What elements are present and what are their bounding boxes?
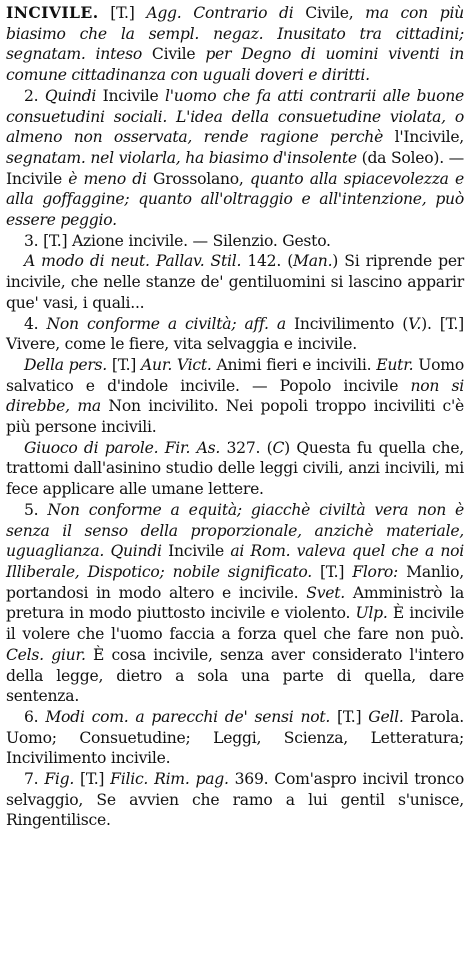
roman-text: Civile, bbox=[293, 4, 366, 22]
entry-paragraph bbox=[6, 355, 464, 438]
italic-text: Fig. bbox=[44, 770, 75, 789]
italic-text: Cels. giur. bbox=[6, 645, 86, 664]
italic-text: Aur. Vict. bbox=[141, 355, 212, 374]
roman-text: Civile bbox=[141, 45, 206, 64]
italic-text: Agg. Contrario di bbox=[146, 4, 294, 22]
italic-text: Non conforme a civiltà; aff. a bbox=[46, 314, 286, 333]
italic-text: è meno di bbox=[68, 169, 147, 188]
italic-text: Della pers. bbox=[24, 355, 108, 374]
roman-text: [T.] bbox=[311, 562, 353, 581]
italic-text: Non conforme a equità; giacchè civiltà vera non è senza il senso della proporzionale, anzichè materiale, uguaglianza. Quindi bbox=[6, 500, 464, 561]
roman-text: Incivile bbox=[161, 542, 231, 561]
roman-text: 142. ( bbox=[241, 252, 294, 271]
italic-text: segnatam. nel violarla, ha biasimo d'insolente bbox=[6, 148, 357, 167]
italic-text: C bbox=[272, 438, 285, 457]
italic-text: A modo di neut. Pallav. Stil. bbox=[24, 252, 242, 271]
roman-text: [T.] bbox=[98, 4, 147, 22]
entry-paragraph bbox=[6, 231, 464, 252]
roman-text: [T.] bbox=[107, 355, 142, 374]
roman-text: [T.] bbox=[74, 770, 111, 789]
italic-text: Modi com. a parecchi de' sensi not. bbox=[45, 707, 331, 726]
entry-paragraph bbox=[6, 769, 464, 831]
roman-text: 369. Com'aspro incivil tronco selvaggio, Se avvien che ramo a lui gentil s'unisce, Ringentilisce. bbox=[6, 770, 464, 830]
roman-text: Uomo salvatico e d'indole incivile. — Popolo incivile bbox=[6, 355, 464, 395]
italic-text: ma con più biasimo che la sempl. negaz. Inusitato tra cittadini; segnatam. inteso bbox=[6, 4, 464, 64]
roman-text: 2. bbox=[24, 86, 45, 105]
roman-text: Parola. Uomo; Consuetudine; Leggi, Scienza, Letteratura; Incivilimento incivile. bbox=[6, 707, 464, 768]
roman-text: 7. bbox=[24, 770, 45, 789]
roman-text: Grossolano, bbox=[146, 169, 250, 188]
roman-text: l'Incivile, bbox=[383, 128, 464, 147]
entry-paragraph bbox=[6, 314, 464, 355]
roman-text: Animi fieri e incivili. bbox=[211, 355, 377, 374]
roman-text: È incivile il volere che l'uomo faccia a forza quel che fare non può. bbox=[6, 604, 464, 644]
roman-text: Amministrò la pretura in modo piuttosto incivile e violento. bbox=[6, 583, 464, 623]
roman-text: ). [T.] Vivere, come le fiere, vita selvaggia e incivile. bbox=[6, 314, 465, 354]
italic-text: l'uomo che fa atti contrarii alle buone consuetudini sociali. L'idea della consuetudine violata, o almeno non osservata, rende ragione perchè bbox=[6, 86, 464, 147]
roman-text: 4. bbox=[24, 314, 47, 333]
italic-text: Man. bbox=[293, 252, 333, 271]
entry-paragraph bbox=[6, 707, 464, 769]
italic-text: Floro: bbox=[352, 562, 399, 581]
italic-text: Quindi bbox=[44, 86, 97, 105]
italic-text: ai Rom. valeva quel che a noi Illiberale, Dispotico; nobile significato. bbox=[6, 542, 464, 581]
roman-text: Incivile bbox=[96, 86, 165, 105]
italic-text: Ulp. bbox=[355, 604, 388, 623]
roman-text: (da Soleo). — Incivile bbox=[6, 148, 464, 188]
roman-text: 5. bbox=[24, 500, 48, 519]
italic-text: Eutr. bbox=[376, 355, 414, 374]
entry-paragraph bbox=[6, 86, 464, 231]
roman-text: Incivilimento ( bbox=[285, 314, 409, 333]
entry-paragraph bbox=[6, 438, 464, 500]
entry-paragraph bbox=[6, 251, 464, 313]
headword: INCIVILE. bbox=[6, 3, 99, 22]
roman-text: Non incivilito. Nei popoli troppo inciviliti c'è più persone incivili. bbox=[6, 397, 464, 437]
italic-text: Giuoco di parole. Fir. As. bbox=[24, 438, 221, 457]
italic-text: V. bbox=[408, 314, 422, 333]
dictionary-entry-incivile bbox=[6, 3, 464, 831]
roman-text: ) Questa fu quella che, trattomi dall'asinino studio delle leggi civili, anzi incivili, mi fece applicare alle umane lettere. bbox=[6, 438, 464, 499]
roman-text: [T.] bbox=[330, 707, 369, 726]
italic-text: quanto alla spiacevolezza e alla goffaggine; quanto all'oltraggio e all'intenzione, può essere peggio. bbox=[6, 169, 464, 230]
italic-text: Filic. Rim. pag. bbox=[110, 770, 229, 789]
entry-paragraph bbox=[6, 3, 464, 86]
roman-text: Manlio, portandosi in modo altero e incivile. bbox=[6, 562, 464, 602]
italic-text: Gell. bbox=[368, 707, 404, 726]
roman-text: È cosa incivile, senza aver considerato l'intero della legge, dietro a sola una parte di quella, dare sentenza. bbox=[6, 645, 464, 706]
roman-text: 6. bbox=[24, 707, 46, 726]
italic-text: per Degno di uomini viventi in comune cittadinanza con uguali doveri e diritti. bbox=[6, 45, 464, 85]
entry-paragraph bbox=[6, 500, 464, 707]
italic-text: non si direbbe, ma bbox=[6, 376, 465, 416]
roman-text: 3. [T.] Azione incivile. — Silenzio. Gesto. bbox=[24, 231, 331, 250]
roman-text: 327. ( bbox=[220, 438, 273, 457]
roman-text: ) Si riprende per incivile, che nelle stanze de' gentiluomini si lascino apparir que' vasi, i quali... bbox=[6, 252, 464, 312]
italic-text: Svet. bbox=[306, 583, 345, 602]
